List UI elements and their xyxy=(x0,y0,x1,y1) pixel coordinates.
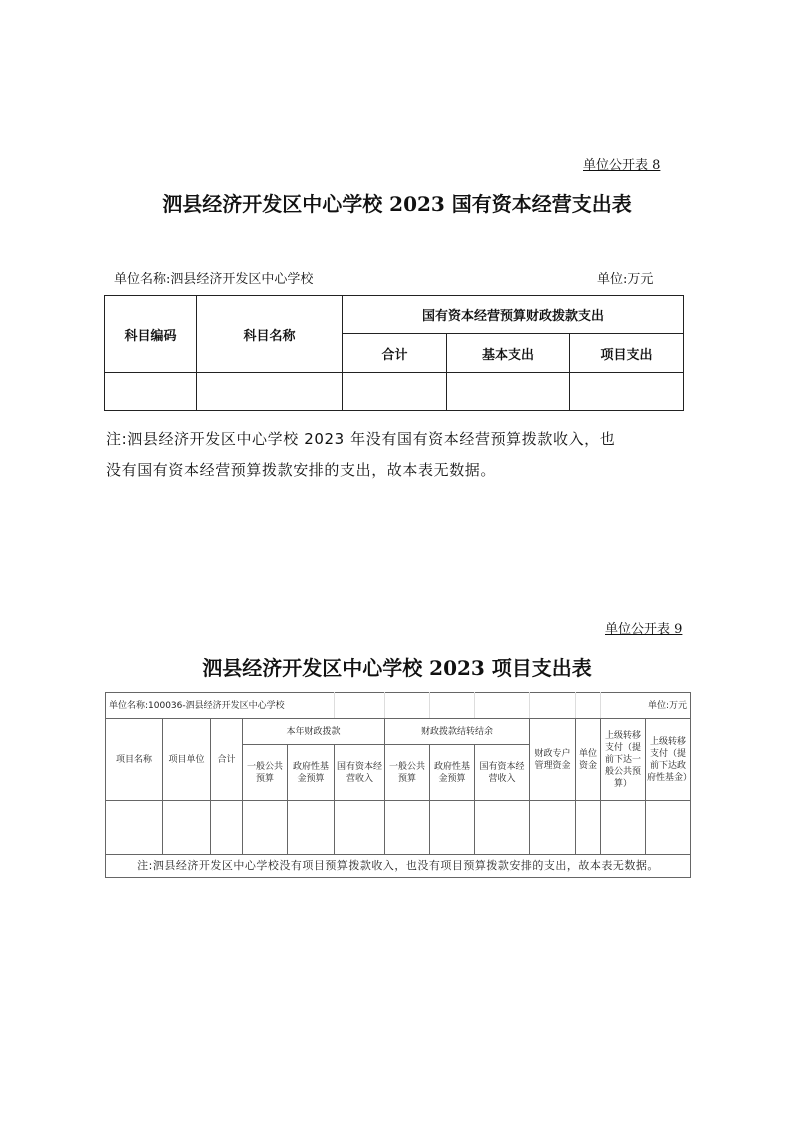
page-title-8: 泗县经济开发区中心学校 2023 国有资本经营支出表 xyxy=(162,192,632,216)
header-total: 合计 xyxy=(211,719,243,801)
header-subject-name: 科目名称 xyxy=(197,296,343,373)
header-general-budget: 一般公共预算 xyxy=(385,745,430,801)
header-total: 合计 xyxy=(343,334,447,373)
table-label-9: 单位公开表 9 xyxy=(605,622,683,637)
header-transfer-fund: 上级转移支付（提前下达政府性基金） xyxy=(646,719,691,801)
table-row xyxy=(106,801,691,855)
note-line: 没有国有资本经营预算拨款安排的支出，故本表无数据。 xyxy=(106,461,497,479)
header-transfer-general: 上级转移支付（提前下达一般公共预算） xyxy=(601,719,646,801)
header-gov-fund-budget: 政府性基金预算 xyxy=(288,745,335,801)
table-label-8: 单位公开表 8 xyxy=(583,158,661,173)
cell xyxy=(105,373,197,411)
header-unit-fund: 单位资金 xyxy=(576,719,601,801)
header-subject-code: 科目编码 xyxy=(105,296,197,373)
header-project-name: 项目名称 xyxy=(106,719,163,801)
cell xyxy=(197,373,343,411)
header-state-capital-income: 国有资本经营收入 xyxy=(475,745,530,801)
table-row xyxy=(105,373,684,411)
header-carryover-balance: 财政拨款结转结余 xyxy=(385,719,530,745)
header-current-year-allocation: 本年财政拨款 xyxy=(243,719,385,745)
header-budget-group: 国有资本经营预算财政拨款支出 xyxy=(343,296,684,334)
header-special-account-fund: 财政专户管理资金 xyxy=(530,719,576,801)
unit-label-8: 单位:万元 xyxy=(597,272,654,287)
header-project-expense: 项目支出 xyxy=(570,334,684,373)
unit-name-9: 单位名称:100036-泗县经济开发区中心学校 xyxy=(106,693,335,719)
unit-label-9: 单位:万元 xyxy=(601,693,691,719)
header-basic-expense: 基本支出 xyxy=(447,334,570,373)
unit-name-8: 单位名称:泗县经济开发区中心学校 xyxy=(114,272,314,287)
note-line: 注:泗县经济开发区中心学校 2023 年没有国有资本经营预算拨款收入，也 xyxy=(106,430,616,448)
header-state-capital-income: 国有资本经营收入 xyxy=(335,745,385,801)
note-8 xyxy=(106,424,706,486)
header-project-unit: 项目单位 xyxy=(163,719,211,801)
cell xyxy=(343,373,447,411)
header-general-budget: 一般公共预算 xyxy=(243,745,288,801)
cell xyxy=(447,373,570,411)
note-9: 注:泗县经济开发区中心学校没有项目预算拨款收入，也没有项目预算拨款安排的支出，故本表无数据。 xyxy=(106,855,691,878)
project-expense-table xyxy=(105,692,691,878)
page-title-9: 泗县经济开发区中心学校 2023 项目支出表 xyxy=(202,656,592,680)
state-capital-expense-table xyxy=(104,295,684,411)
cell xyxy=(570,373,684,411)
header-gov-fund-budget: 政府性基金预算 xyxy=(430,745,475,801)
